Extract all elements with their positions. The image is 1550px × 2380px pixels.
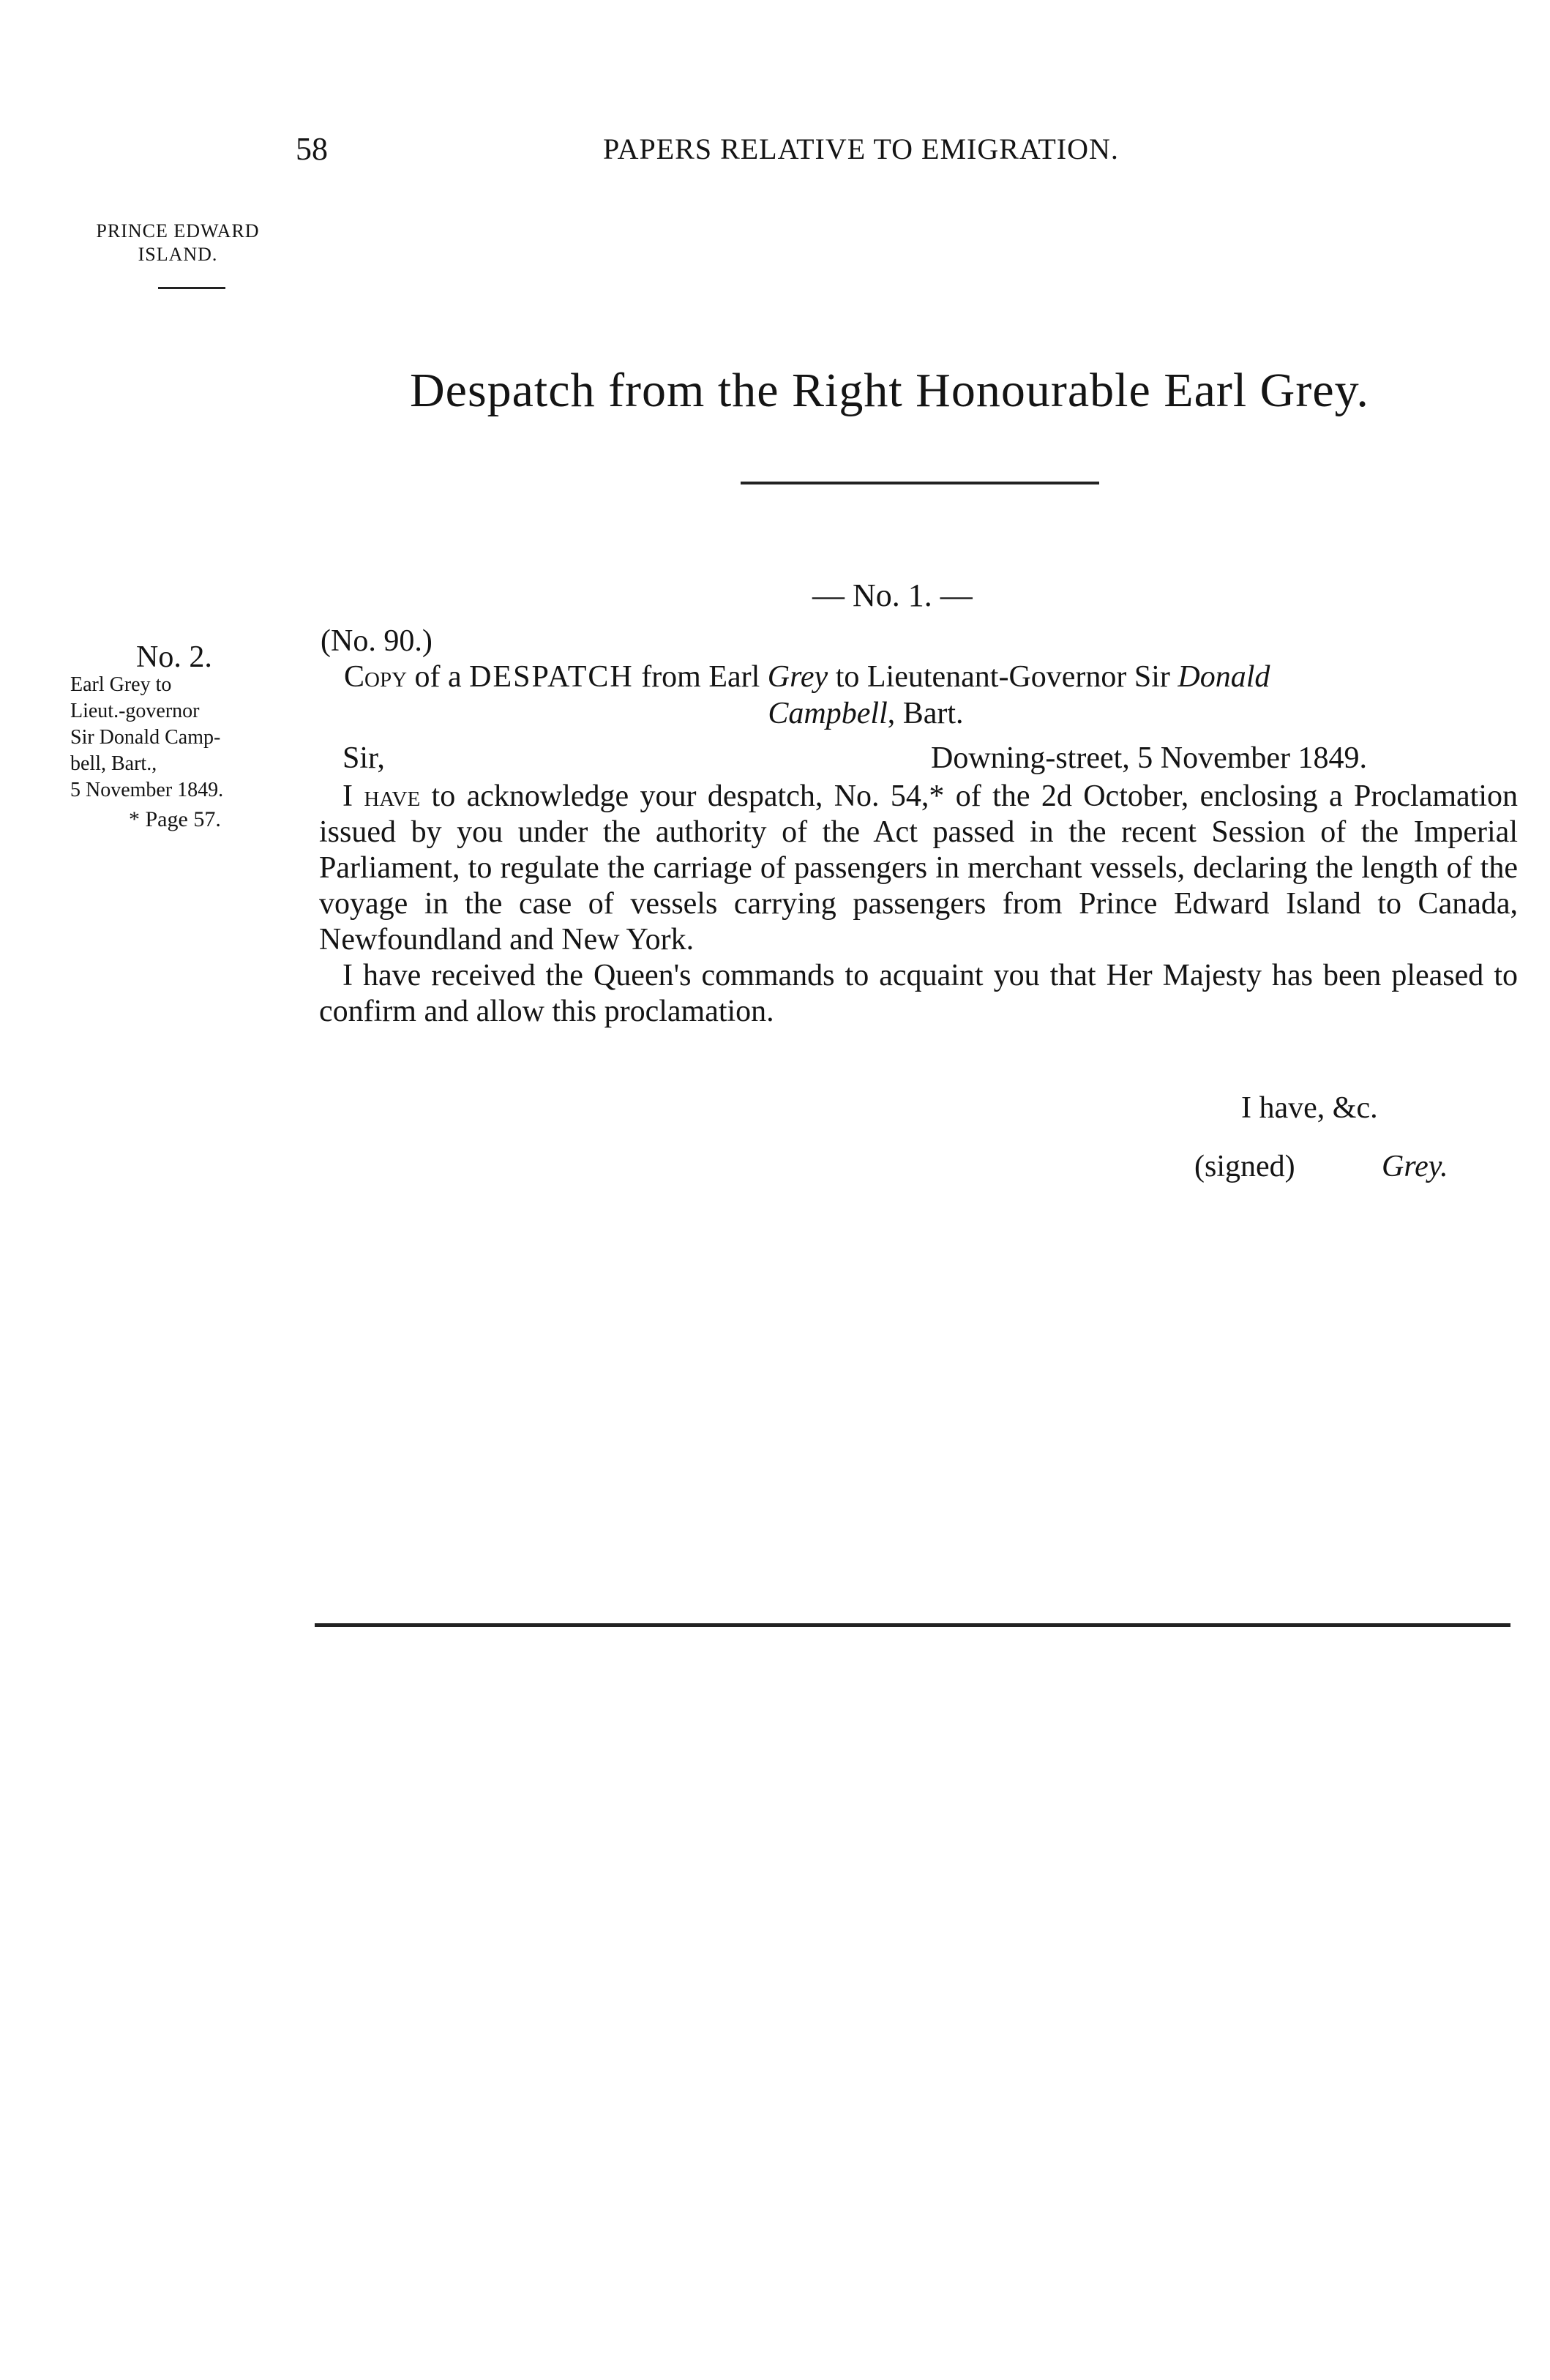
margin-footnote: * Page 57. xyxy=(129,807,221,831)
title-name-donald: Donald xyxy=(1178,660,1270,694)
section-label-line1: PRINCE EDWARD xyxy=(96,220,260,242)
margin-note-line: bell, Bart., xyxy=(70,752,157,775)
title-name-grey: Grey xyxy=(767,660,828,694)
margin-note-line: 5 November 1849. xyxy=(70,779,224,801)
title-part: to Lieutenant-Governor Sir xyxy=(828,660,1178,694)
copy-word: Copy xyxy=(344,660,408,694)
title-despatch-word: DESPATCH xyxy=(469,660,634,694)
section-divider xyxy=(158,287,225,289)
title-part: of a xyxy=(407,660,470,694)
paragraph-2: I have received the Queen's commands to acquaint you that Her Majesty has been pleased to confirm and allow this proclamation. xyxy=(319,959,1518,1028)
despatch-title-line1 xyxy=(321,659,1506,695)
place-date: Downing-street, 5 November 1849. xyxy=(931,741,1368,775)
paragraph-opening: I have xyxy=(342,779,421,813)
bottom-divider xyxy=(315,1623,1510,1627)
margin-note-number: No. 2. xyxy=(136,640,212,674)
title-name-campbell: Campbell xyxy=(768,697,888,730)
paragraph-1-text: to acknowledge your despatch, No. 54,* of the 2d October, enclosing a Proclamation issued by you under the authority of the Act passed in the recent Session of the Imperial Parliament, to regulate the carriage of passengers in merchant vessels, declaring the length of the voyage in the case of vessels carrying passengers from Prince Edward Island to Canada, Newfoundland and New York. xyxy=(319,779,1518,957)
title-part: , Bart. xyxy=(887,697,964,730)
running-title: PAPERS RELATIVE TO EMIGRATION. xyxy=(603,132,1119,165)
despatch-title-line2 xyxy=(321,695,1506,732)
page-number: 58 xyxy=(296,131,328,167)
margin-note-line: Sir Donald Camp- xyxy=(70,726,221,749)
section-label xyxy=(50,220,306,266)
despatch-number: (No. 90.) xyxy=(321,624,433,658)
salutation: Sir, xyxy=(342,741,385,775)
paragraph-1 xyxy=(319,779,1518,958)
page-title: Despatch from the Right Honourable Earl Grey. xyxy=(410,364,1369,417)
title-part: from Earl xyxy=(633,660,768,694)
closing: I have, &c. xyxy=(1241,1091,1378,1125)
margin-note xyxy=(70,640,304,833)
despatch-title xyxy=(321,659,1506,732)
section-label-line2: ISLAND. xyxy=(138,244,218,265)
document-number: — No. 1. — xyxy=(812,577,973,613)
heading-divider xyxy=(741,482,1099,484)
signed-label: (signed) xyxy=(1194,1150,1295,1183)
margin-note-line: Lieut.-governor xyxy=(70,700,200,722)
margin-note-line: Earl Grey to xyxy=(70,673,172,696)
signature: Grey. xyxy=(1382,1150,1448,1183)
despatch-body xyxy=(319,779,1518,1030)
